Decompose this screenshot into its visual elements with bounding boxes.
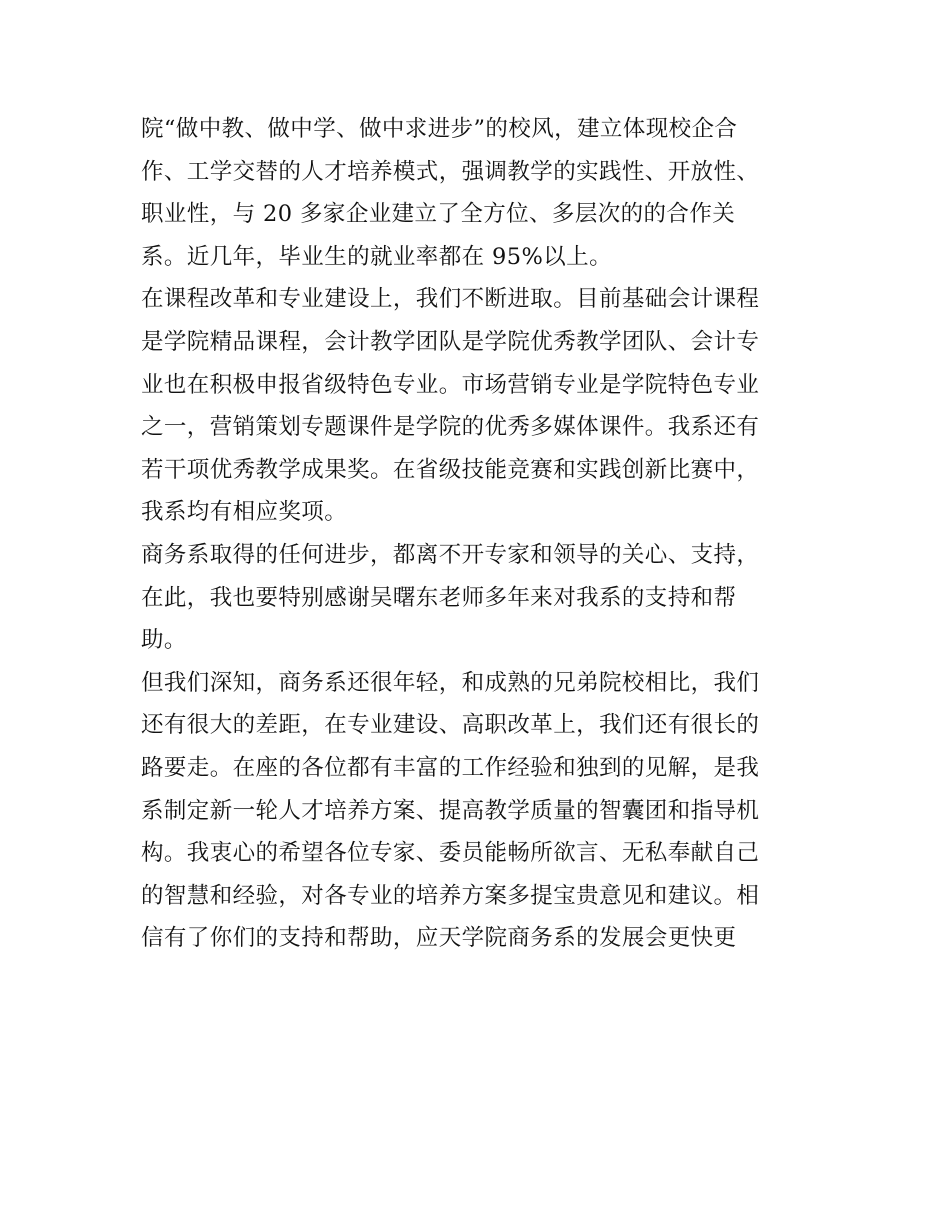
text-line: 商务系取得的任何进步，都离不开专家和领导的关心、支持，	[141, 541, 760, 568]
text-line: 系制定新一轮人才培养方案、提高教学质量的智囊团和指导机	[141, 797, 760, 824]
text-line: 助。	[141, 627, 187, 654]
text-line: 在课程改革和专业建设上，我们不断进取。目前基础会计课程	[141, 286, 760, 313]
text-line: 作、工学交替的人才培养模式，强调教学的实践性、开放性、	[141, 158, 760, 185]
text-line: 信有了你们的支持和帮助，应天学院商务系的发展会更快更	[141, 925, 737, 952]
text-line: 在此，我也要特别感谢吴曙东老师多年来对我系的支持和帮	[141, 584, 737, 611]
text-line: 之一，营销策划专题课件是学院的优秀多媒体课件。我系还有	[141, 414, 760, 441]
body-text	[141, 108, 821, 960]
text-line: 我系均有相应奖项。	[141, 499, 348, 526]
text-line: 路要走。在座的各位都有丰富的工作经验和独到的见解，是我	[141, 754, 760, 781]
text-line: 业也在积极申报省级特色专业。市场营销专业是学院特色专业	[141, 371, 760, 398]
text-line: 若干项优秀教学成果奖。在省级技能竞赛和实践创新比赛中，	[141, 456, 760, 483]
text-line: 但我们深知，商务系还很年轻，和成熟的兄弟院校相比，我们	[141, 669, 760, 696]
text-line: 还有很大的差距，在专业建设、高职改革上，我们还有很长的	[141, 712, 760, 739]
text-line: 的智慧和经验，对各专业的培养方案多提宝贵意见和建议。相	[141, 882, 760, 909]
text-line: 院“做中教、做中学、做中求进步”的校风，建立体现校企合	[141, 116, 738, 142]
text-line: 系。近几年，毕业生的就业率都在 95%以上。	[141, 243, 612, 270]
text-line: 职业性，与 20 多家企业建立了全方位、多层次的的合作关	[141, 201, 736, 228]
text-line: 构。我衷心的希望各位专家、委员能畅所欲言、无私奉献自己	[141, 840, 760, 867]
text-line: 是学院精品课程，会计教学团队是学院优秀教学团队、会计专	[141, 328, 760, 355]
